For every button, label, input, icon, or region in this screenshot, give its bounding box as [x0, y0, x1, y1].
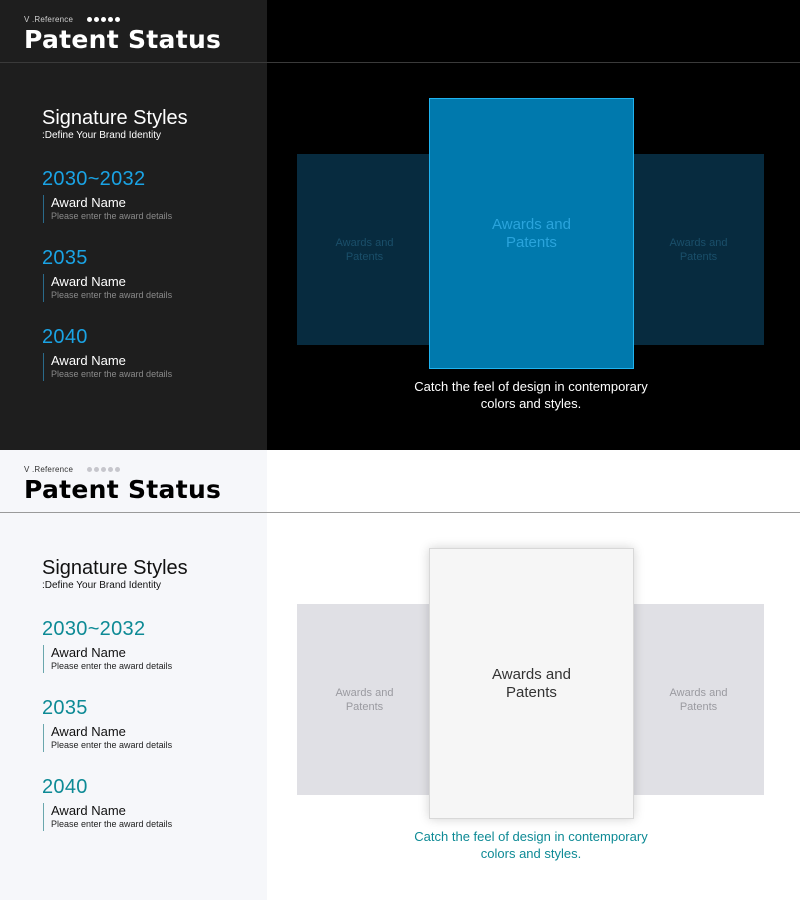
award-detail-box: [43, 195, 252, 223]
card-label: Awards and Patents: [335, 686, 394, 713]
award-item: [42, 617, 252, 673]
award-item: [42, 325, 252, 381]
card-label: Awards and Patents: [669, 686, 728, 713]
signature-title: Signature Styles: [42, 557, 188, 579]
award-name: Award Name: [51, 195, 126, 210]
dot-icon: [115, 17, 120, 22]
award-details: Please enter the award details: [51, 740, 173, 750]
page-title: Patent Status: [24, 25, 222, 54]
award-year: 2040: [42, 326, 88, 348]
page-title: Patent Status: [24, 475, 222, 504]
award-detail-box: [43, 645, 252, 673]
awards-card-center: [429, 548, 634, 819]
award-details: Please enter the award details: [51, 290, 173, 300]
light-slide: [0, 450, 800, 900]
award-item: [42, 246, 252, 302]
dot-icon: [94, 467, 99, 472]
dots-indicator: [87, 467, 120, 472]
award-item: [42, 775, 252, 831]
header-divider: [0, 62, 800, 63]
caption-text: Catch the feel of design in contemporary colors and styles.: [414, 379, 648, 411]
award-name: Award Name: [51, 724, 126, 739]
header-divider: [0, 512, 800, 513]
dot-icon: [108, 467, 113, 472]
awards-card-right: [633, 154, 764, 345]
dot-icon: [108, 17, 113, 22]
award-details: Please enter the award details: [51, 819, 173, 829]
reference-label: V .Reference: [24, 14, 74, 24]
dot-icon: [101, 467, 106, 472]
signature-title: Signature Styles: [42, 107, 188, 129]
award-year: 2035: [42, 247, 88, 269]
reference-label: V .Reference: [24, 464, 74, 474]
award-year: 2030~2032: [42, 168, 146, 190]
awards-card-left: [297, 154, 432, 345]
award-detail-box: [43, 274, 252, 302]
dot-icon: [87, 17, 92, 22]
award-year: 2040: [42, 776, 88, 798]
award-details: Please enter the award details: [51, 661, 173, 671]
award-name: Award Name: [51, 803, 126, 818]
award-year: 2030~2032: [42, 618, 146, 640]
card-label: Awards and Patents: [669, 236, 728, 263]
award-item: [42, 167, 252, 223]
dot-icon: [115, 467, 120, 472]
sidebar-panel: [0, 450, 267, 900]
award-details: Please enter the award details: [51, 369, 173, 379]
award-year: 2035: [42, 697, 88, 719]
award-name: Award Name: [51, 274, 126, 289]
card-label: Awards and Patents: [335, 236, 394, 263]
dot-icon: [87, 467, 92, 472]
dot-icon: [101, 17, 106, 22]
dots-indicator: [87, 17, 120, 22]
awards-card-center: [429, 98, 634, 369]
award-item: [42, 696, 252, 752]
signature-subtitle: :Define Your Brand Identity: [42, 130, 161, 141]
dot-icon: [94, 17, 99, 22]
award-detail-box: [43, 803, 252, 831]
award-detail-box: [43, 353, 252, 381]
awards-card-right: [633, 604, 764, 795]
award-name: Award Name: [51, 645, 126, 660]
award-detail-box: [43, 724, 252, 752]
caption-text: Catch the feel of design in contemporary colors and styles.: [414, 829, 648, 861]
awards-card-left: [297, 604, 432, 795]
card-label: Awards and Patents: [492, 665, 571, 701]
award-details: Please enter the award details: [51, 211, 173, 221]
award-name: Award Name: [51, 353, 126, 368]
sidebar-panel: [0, 0, 267, 450]
card-label: Awards and Patents: [492, 215, 571, 251]
signature-subtitle: :Define Your Brand Identity: [42, 580, 161, 591]
